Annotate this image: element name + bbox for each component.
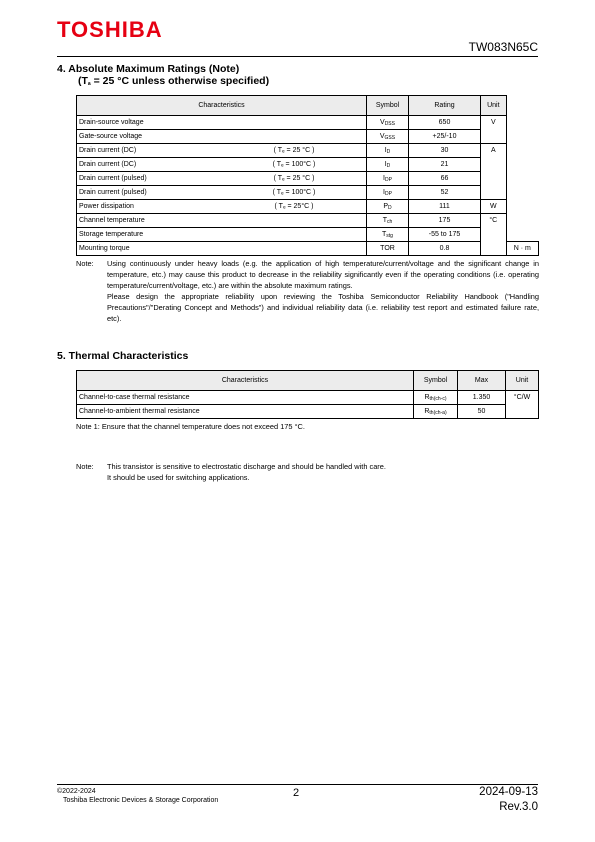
footer-date: 2024-09-13 xyxy=(479,786,538,798)
unit-cell: °C/W xyxy=(506,391,539,419)
symbol-subscript: stg xyxy=(386,233,393,239)
header-rule xyxy=(57,56,538,57)
symbol-cell xyxy=(414,391,458,405)
table-row xyxy=(77,130,539,144)
ratings-note: Note: Using continuously under heavy loads (e.g. the application of high temperature/current/voltage and the significant change in temperature, etc.) may cause this product to decrease in the reliability significantly even if the operating conditions (i.e. operating temperature/current/voltage, etc.) are within the absolute maximum ratings. Please design the appropriate reliability upon reviewing the Toshiba Semiconductor Reliability Handbook ("Handling Precautions"/"Derating Concept and Methods") and individual reliability data (i.e. reliability test report and estimated failure rate, etc). xyxy=(76,259,539,323)
table-row xyxy=(77,116,539,130)
symbol-cell xyxy=(367,158,409,172)
symbol-cell xyxy=(367,130,409,144)
table-row xyxy=(77,242,539,256)
characteristic-cell xyxy=(77,214,367,228)
symbol: I xyxy=(383,189,385,196)
symbol: T xyxy=(382,217,387,224)
characteristic-cell xyxy=(77,228,367,242)
section5-title: 5. Thermal Characteristics xyxy=(57,350,189,362)
footer-copyright: ©2022-2024 xyxy=(57,788,96,795)
symbol: R xyxy=(424,394,430,401)
characteristic-name: Gate-source voltage xyxy=(79,133,143,140)
col-header: Rating xyxy=(409,96,481,116)
symbol-cell xyxy=(367,172,409,186)
col-header: Unit xyxy=(506,371,539,391)
characteristic-name: Storage temperature xyxy=(79,231,144,238)
characteristic-name: Drain current (DC) xyxy=(79,147,137,154)
condition: ( Tₑ = 25 °C ) xyxy=(273,147,315,154)
condition xyxy=(254,228,334,241)
rating-cell: 66 xyxy=(409,172,481,186)
condition: ( Tₑ = 100°C ) xyxy=(272,161,316,168)
characteristic-name: Drain-source voltage xyxy=(79,119,144,126)
col-header: Symbol xyxy=(414,371,458,391)
thermal-characteristics-table xyxy=(76,370,539,419)
condition: ( Tₑ = 25 °C ) xyxy=(273,175,315,182)
rating-cell: +25/-10 xyxy=(409,130,481,144)
condition: ( Tₑ = 100°C ) xyxy=(272,189,316,196)
characteristic-cell xyxy=(77,172,367,186)
max-cell: 1.350 xyxy=(458,391,506,405)
col-header: Characteristics xyxy=(77,96,367,116)
footer-revision: Rev.3.0 xyxy=(499,801,538,813)
table-row xyxy=(77,186,539,200)
characteristic-cell xyxy=(77,186,367,200)
rating-cell: 52 xyxy=(409,186,481,200)
table-row xyxy=(77,214,539,228)
symbol: V xyxy=(379,133,385,140)
characteristic-name: Drain current (DC) xyxy=(79,161,137,168)
table-row xyxy=(77,158,539,172)
table-row xyxy=(77,405,539,419)
part-number: TW083N65C xyxy=(468,40,538,54)
unit-cell: W xyxy=(481,200,507,214)
characteristic-name: Drain current (pulsed) xyxy=(79,189,147,196)
col-header: Symbol xyxy=(367,96,409,116)
symbol-cell xyxy=(367,186,409,200)
rating-cell: 0.8 xyxy=(409,242,481,256)
characteristic-cell xyxy=(77,158,367,172)
characteristic-cell xyxy=(77,200,367,214)
symbol: TOR xyxy=(380,245,395,252)
symbol-cell xyxy=(414,405,458,419)
unit-cell: N · m xyxy=(506,242,538,256)
thermal-note: Note 1: Ensure that the channel temperature does not exceed 175 °C. xyxy=(76,422,305,431)
page-number: 2 xyxy=(293,787,300,799)
condition xyxy=(254,242,334,255)
symbol-subscript: GSS xyxy=(384,135,396,141)
symbol-subscript: D xyxy=(386,149,391,155)
rating-cell: 111 xyxy=(409,200,481,214)
condition xyxy=(254,116,334,129)
col-header: Characteristics xyxy=(77,371,414,391)
symbol-subscript: ch xyxy=(387,219,393,225)
footer-company: Toshiba Electronic Devices & Storage Corporation xyxy=(63,797,219,804)
symbol: T xyxy=(382,231,387,238)
symbol: I xyxy=(384,147,387,154)
symbol-cell xyxy=(367,242,409,256)
table-row xyxy=(77,200,539,214)
symbol-cell xyxy=(367,228,409,242)
symbol-cell xyxy=(367,200,409,214)
rating-cell: 30 xyxy=(409,144,481,158)
characteristic-name: Channel temperature xyxy=(79,217,145,224)
table-row xyxy=(77,172,539,186)
symbol-cell xyxy=(367,214,409,228)
symbol-subscript: D xyxy=(386,163,391,169)
characteristic-name: Drain current (pulsed) xyxy=(79,175,147,182)
symbol-cell xyxy=(367,144,409,158)
symbol: V xyxy=(380,119,385,126)
section4-subtitle: ($T_a = 25$ °C unless otherwise specified) xyxy=(78,75,270,87)
rating-cell: 175 xyxy=(409,214,481,228)
col-header: Unit xyxy=(481,96,507,116)
condition: ( Tₑ = 25°C ) xyxy=(274,203,314,210)
col-header: Max xyxy=(458,371,506,391)
unit-cell: V xyxy=(481,116,507,144)
esd-note: Note: This transistor is sensitive to electrostatic discharge and should be handled with care. It should be used for switching applications. xyxy=(76,462,386,482)
unit-cell: °C xyxy=(481,214,507,256)
characteristic-cell: Channel-to-ambient thermal resistance xyxy=(77,405,414,419)
characteristic-cell xyxy=(77,116,367,130)
symbol-subscript: DP xyxy=(385,191,392,197)
condition xyxy=(254,130,334,143)
symbol-subscript: DP xyxy=(385,177,392,183)
symbol: P xyxy=(383,203,389,210)
table-row xyxy=(77,228,539,242)
rating-cell: 650 xyxy=(409,116,481,130)
symbol: R xyxy=(424,408,430,415)
characteristic-name: Mounting torque xyxy=(79,245,130,252)
symbol-subscript: DSS xyxy=(384,121,395,127)
symbol: I xyxy=(383,175,385,182)
characteristic-cell: Channel-to-case thermal resistance xyxy=(77,391,414,405)
table-row xyxy=(77,144,539,158)
unit-cell: A xyxy=(481,144,507,200)
symbol-subscript: D xyxy=(388,205,392,211)
condition xyxy=(254,214,334,227)
absolute-max-ratings-table xyxy=(76,95,539,256)
section4-title: 4. Absolute Maximum Ratings (Note) xyxy=(57,63,240,75)
toshiba-logo: TOSHIBA xyxy=(57,17,163,42)
symbol-cell xyxy=(367,116,409,130)
table-row xyxy=(77,391,539,405)
footer-rule xyxy=(57,784,538,785)
symbol: I xyxy=(384,161,387,168)
symbol-subscript: th(ch-a) xyxy=(429,410,447,416)
characteristic-cell xyxy=(77,242,367,256)
characteristic-cell xyxy=(77,144,367,158)
characteristic-cell xyxy=(77,130,367,144)
characteristic-name: Power dissipation xyxy=(79,203,134,210)
max-cell: 50 xyxy=(458,405,506,419)
rating-cell: -55 to 175 xyxy=(409,228,481,242)
rating-cell: 21 xyxy=(409,158,481,172)
symbol-subscript: th(ch-c) xyxy=(429,396,447,402)
